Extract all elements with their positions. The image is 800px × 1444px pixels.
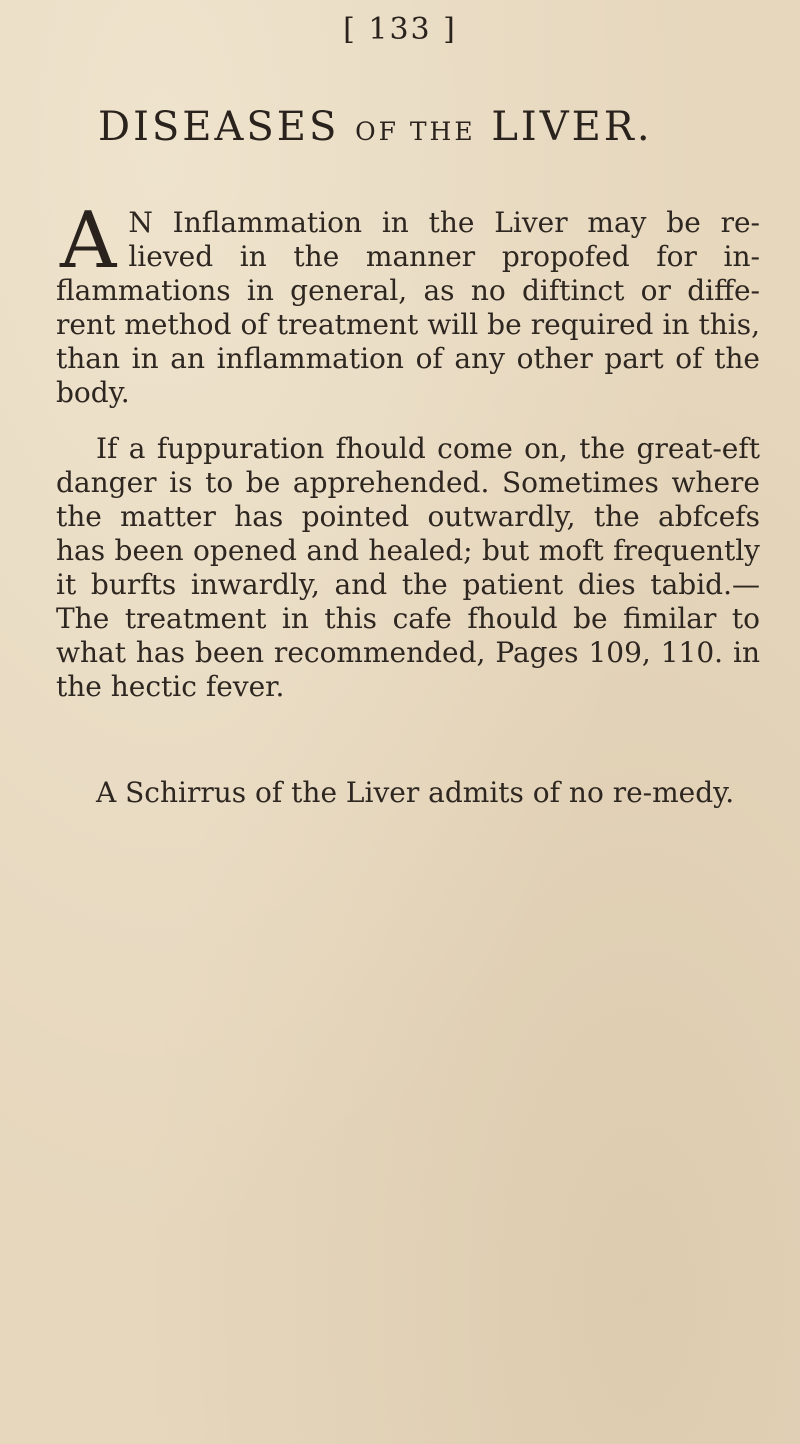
heading-liver: LIVER. (491, 104, 653, 150)
paragraph-schirrus (56, 776, 760, 810)
paragraph-text: N Inflammation in the Liver may be re-lieved in the manner propofed for in-flammations in general, as no diftinct or diffe-rent method of treatment will be required in this, than in an inflammation of any other part of the body. (56, 206, 760, 409)
paragraph-suppuration (56, 432, 760, 704)
heading-of-the: OF THE (355, 117, 476, 146)
page-number: [ 133 ] (343, 12, 457, 47)
paragraph-text: A Schirrus of the Liver admits of no re-medy. (96, 776, 735, 809)
paragraph-text: If a fuppuration fhould come on, the great-eft danger is to be apprehended. Sometimes where the matter has pointed outwardly, the abfcefs has been opened and healed; but moft frequently it burfts inwardly, and the patient dies tabid.—The treatment in this cafe fhould be fimilar to what has been recommended, Pages 109, 110. in the hectic fever. (56, 432, 760, 703)
drop-cap-letter: A (60, 196, 117, 286)
heading-diseases: DISEASES (98, 104, 340, 150)
paragraph-inflammation (56, 196, 760, 410)
chapter-heading (98, 104, 758, 150)
